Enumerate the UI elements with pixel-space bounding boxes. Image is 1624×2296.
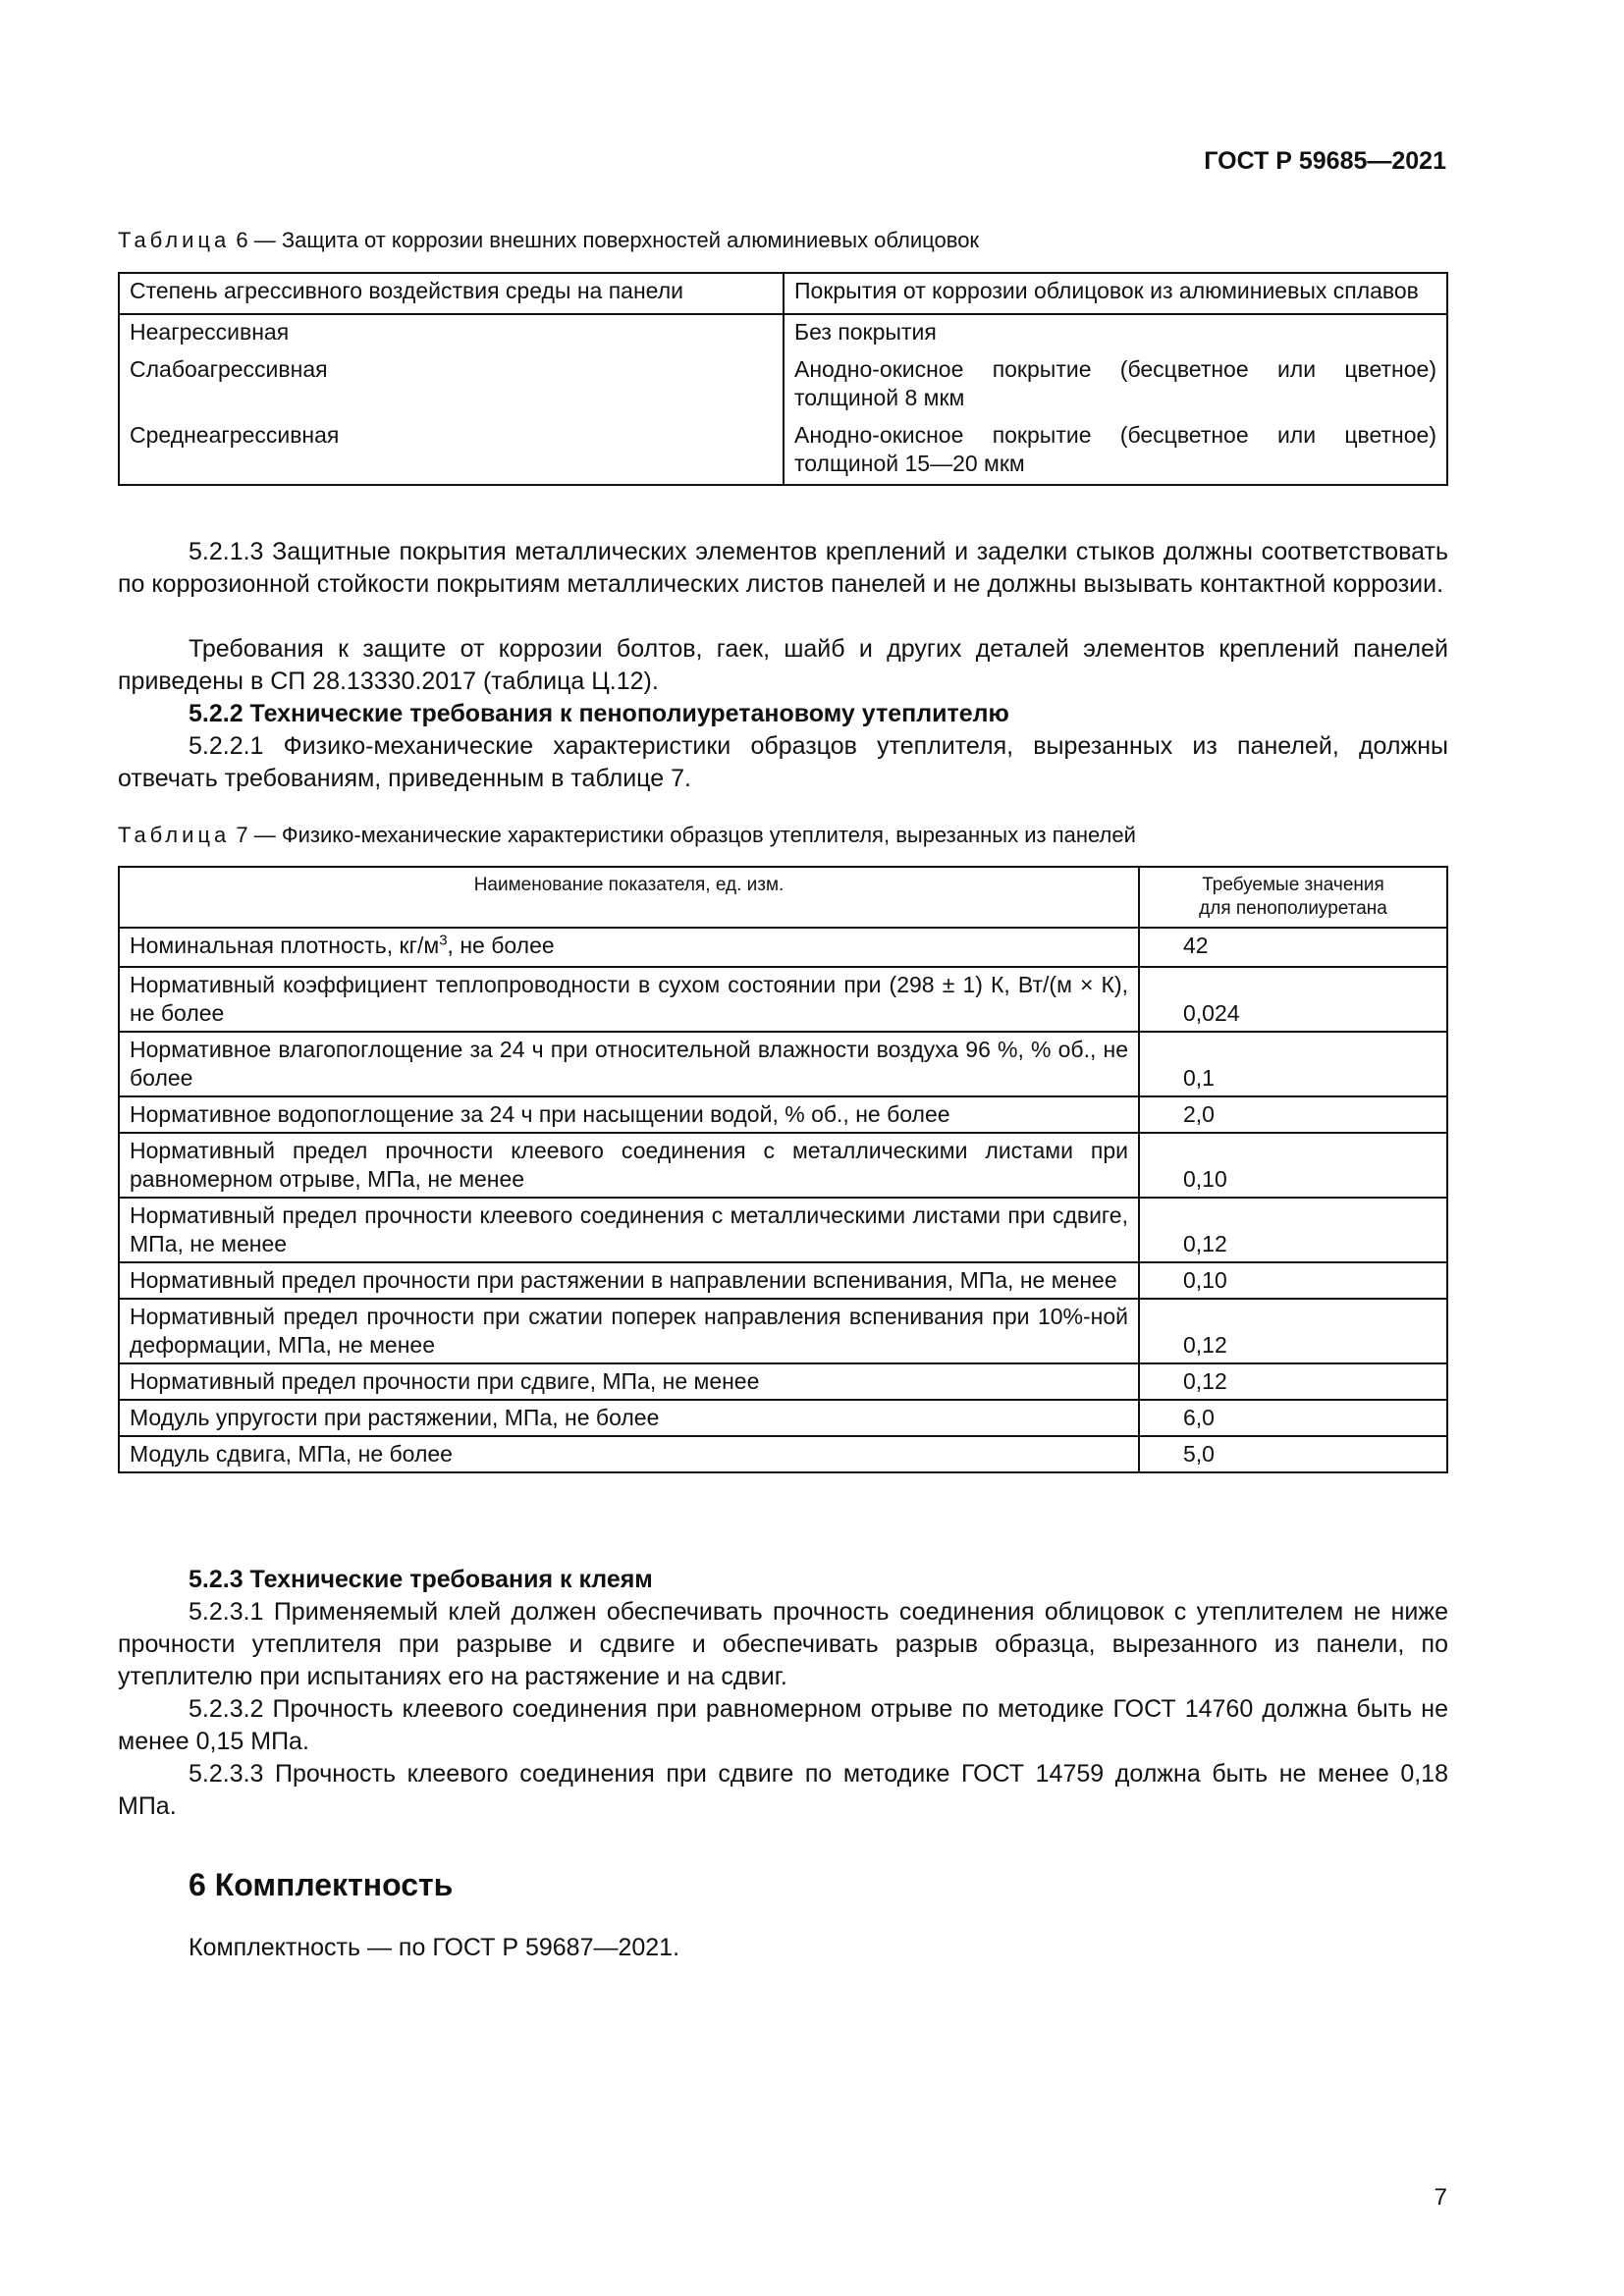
table7-value-cell: 0,12 (1139, 1363, 1447, 1400)
table7-value-cell: 0,10 (1139, 1133, 1447, 1198)
table7-value-cell: 0,1 (1139, 1032, 1447, 1096)
table6-medium-cell: Неагрессивная (119, 314, 784, 352)
table6-caption-word: Таблица (118, 228, 231, 252)
table-row (119, 1133, 1447, 1198)
table6-coating-cell: Без покрытия (784, 314, 1447, 352)
table7-name-cell: Нормативный предел прочности при растяжении в направлении вспенивания, МПа, не менее (119, 1262, 1139, 1299)
table-row (119, 1262, 1447, 1299)
table7-name-cell (119, 928, 1139, 967)
table7-name-cell: Нормативное водопоглощение за 24 ч при насыщении водой, % об., не более (119, 1096, 1139, 1133)
table7-value-cell: 6,0 (1139, 1400, 1447, 1436)
table7-col2-header-line2: для пенополиуретана (1199, 898, 1387, 919)
table-row (119, 1436, 1447, 1472)
table-row (119, 418, 1447, 485)
table7-value-cell: 0,024 (1139, 967, 1447, 1032)
paragraph-5-2-3-1: 5.2.3.1 Применяемый клей должен обеспечивать прочность соединения облицовок с утеплителем не ниже прочности утеплителя при разрыве и сдвиге и обеспечивать разрыв образца, вырезанного из панели, по утеплителю при испытаниях его на растяжение и на сдвиг. (118, 1598, 1448, 1690)
table-row (119, 314, 1447, 352)
table6 (118, 272, 1448, 486)
table7-name-cell: Нормативный коэффициент теплопроводности в сухом состоянии при (298 ± 1) К, Вт/(м × К), не более (119, 967, 1139, 1032)
section-6-title: 6 Комплектность (189, 1867, 454, 1902)
table7-col1-header: Наименование показателя, ед. изм. (119, 867, 1139, 928)
table6-caption (118, 228, 979, 253)
table-row (119, 1363, 1447, 1400)
table-row (119, 352, 1447, 418)
section-6-text: Комплектность — по ГОСТ Р 59687—2021. (189, 1934, 680, 1961)
table7-caption-word: Таблица (118, 823, 231, 847)
table6-header-row (119, 273, 1447, 314)
paragraph-bolts-requirements: Требования к защите от коррозии болтов, гаек, шайб и других деталей элементов креплений панелей приведены в СП 28.13330.2017 (таблица Ц.12). (118, 635, 1448, 695)
table7-name-cell: Модуль упругости при растяжении, МПа, не более (119, 1400, 1139, 1436)
heading-5-2-2: 5.2.2 Технические требования к пенополиуретановому утеплителю (189, 700, 1009, 727)
table6-coating-cell: Анодно-окисное покрытие (бесцветное или цветное) толщиной 15—20 мкм (784, 418, 1447, 485)
table7-value-cell: 0,12 (1139, 1299, 1447, 1363)
table-row (119, 1198, 1447, 1262)
table6-medium-cell: Среднеагрессивная (119, 418, 784, 485)
table7 (118, 866, 1448, 1473)
table-row (119, 928, 1447, 967)
heading-5-2-3: 5.2.3 Технические требования к клеям (189, 1566, 653, 1593)
table7-name-text: , не более (447, 933, 555, 958)
paragraph-5-2-3-3: 5.2.3.3 Прочность клеевого соединения при сдвиге по методике ГОСТ 14759 должна быть не менее 0,18 МПа. (118, 1760, 1448, 1820)
table7-name-text: Номинальная плотность, кг/м (130, 933, 440, 958)
table6-coating-cell: Анодно-окисное покрытие (бесцветное или цветное) толщиной 8 мкм (784, 352, 1447, 418)
table7-name-cell: Нормативный предел прочности при сжатии поперек направления вспенивания при 10%-ной деформации, МПа, не менее (119, 1299, 1139, 1363)
paragraph-5-2-1-3: 5.2.1.3 Защитные покрытия металлических элементов креплений и заделки стыков должны соответствовать по коррозионной стойкости покрытиям металлических листов панелей и не должны вызывать контактной коррозии. (118, 538, 1448, 598)
table-row (119, 1299, 1447, 1363)
table7-name-cell: Нормативный предел прочности клеевого соединения с металлическими листами при сдвиге, МПа, не менее (119, 1198, 1139, 1262)
table7-name-cell: Нормативное влагопоглощение за 24 ч при относительной влажности воздуха 96 %, % об., не более (119, 1032, 1139, 1096)
table6-col2-header: Покрытия от коррозии облицовок из алюминиевых сплавов (784, 273, 1447, 314)
table-row (119, 967, 1447, 1032)
paragraph-5-2-3-2: 5.2.3.2 Прочность клеевого соединения при равномерном отрыве по методике ГОСТ 14760 должна быть не менее 0,15 МПа. (118, 1695, 1448, 1755)
table7-header-row (119, 867, 1447, 928)
table7-value-cell: 2,0 (1139, 1096, 1447, 1133)
paragraph-5-2-2-1: 5.2.2.1 Физико-механические характеристики образцов утеплителя, вырезанных из панелей, должны отвечать требованиям, приведенным в таблице 7. (118, 732, 1448, 792)
table-row (119, 1096, 1447, 1133)
table-row (119, 1400, 1447, 1436)
table7-name-cell: Нормативный предел прочности клеевого соединения с металлическими листами при равномерном отрыве, МПа, не менее (119, 1133, 1139, 1198)
table7-value-cell: 0,10 (1139, 1262, 1447, 1299)
superscript: 3 (439, 932, 448, 949)
table-row (119, 1032, 1447, 1096)
table7-value-cell: 42 (1139, 928, 1447, 967)
table7-caption (118, 823, 1136, 848)
table7-value-cell: 0,12 (1139, 1198, 1447, 1262)
table7-col2-header-line1: Требуемые значения (1202, 875, 1384, 895)
table6-col1-header: Степень агрессивного воздействия среды на панели (119, 273, 784, 314)
table7-col2-header (1139, 867, 1447, 928)
table6-caption-text: 6 — Защита от коррозии внешних поверхностей алюминиевых облицовок (236, 228, 980, 252)
document-header: ГОСТ Р 59685—2021 (1204, 147, 1446, 175)
table7-caption-text: 7 — Физико-механические характеристики образцов утеплителя, вырезанных из панелей (236, 823, 1136, 847)
table6-medium-cell: Слабоагрессивная (119, 352, 784, 418)
table7-name-cell: Нормативный предел прочности при сдвиге, МПа, не менее (119, 1363, 1139, 1400)
table7-name-cell: Модуль сдвига, МПа, не более (119, 1436, 1139, 1472)
page-number: 7 (1434, 2184, 1447, 2211)
table7-value-cell: 5,0 (1139, 1436, 1447, 1472)
